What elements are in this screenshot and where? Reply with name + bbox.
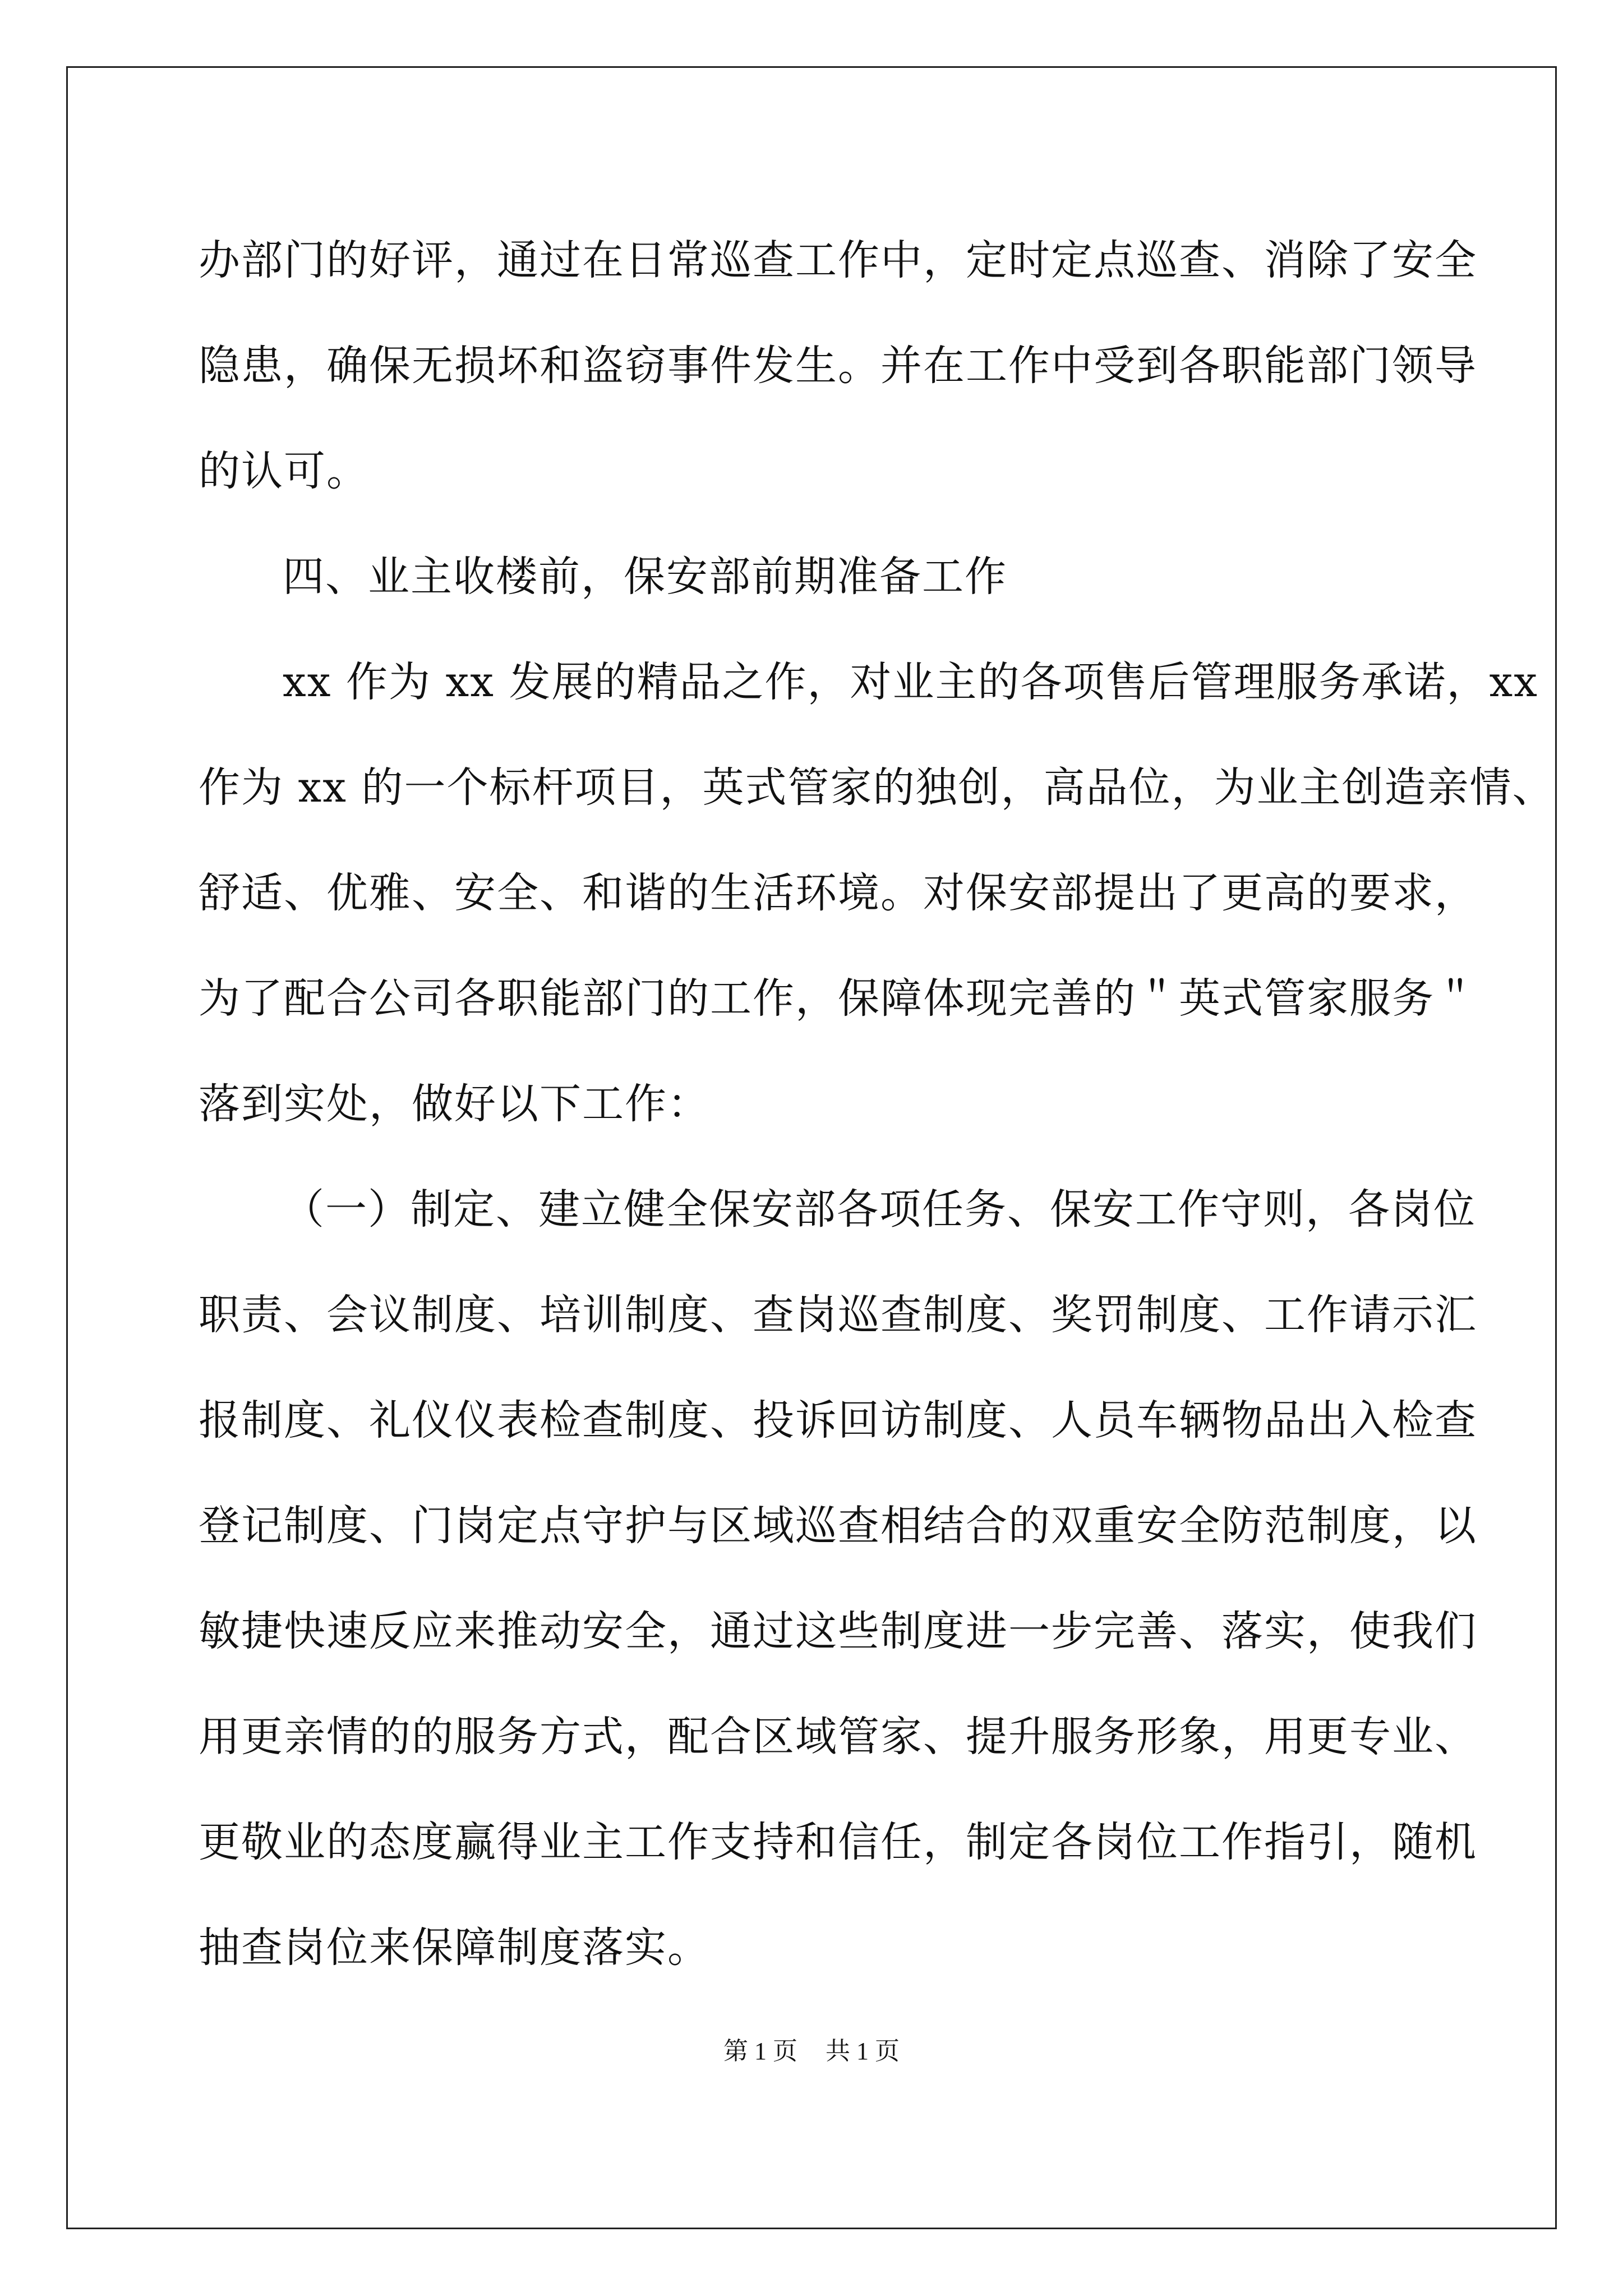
page-footer <box>0 2031 1623 2067</box>
text-line: （一）制定、建立健全保安部各项任务、保安工作守则，各岗位 <box>283 1185 1476 1234</box>
text-line: 的认可。 <box>199 447 369 495</box>
text-line: 舒适、优雅、安全、和谐的生活环境。对保安部提出了更高的要求， <box>199 869 1477 917</box>
text-line: 敏捷快速反应来推动安全，通过这些制度进一步完善、落实，使我们 <box>199 1607 1477 1655</box>
page-number: 第 1 页 <box>723 2037 797 2065</box>
text-line: 隐患，确保无损坏和盗窃事件发生。并在工作中受到各职能部门领导 <box>199 342 1477 390</box>
text-line: 办部门的好评，通过在日常巡查工作中，定时定点巡查、消除了安全 <box>199 236 1477 284</box>
page-total: 共 1 页 <box>826 2037 900 2065</box>
document-body <box>199 208 1555 2000</box>
text-line: 用更亲情的的服务方式，配合区域管家、提升服务形象，用更专业、 <box>199 1713 1477 1761</box>
text-line: 报制度、礼仪仪表检查制度、投诉回访制度、人员车辆物品出入检查 <box>199 1396 1477 1444</box>
text-line: 落到实处，做好以下工作： <box>199 1080 710 1128</box>
text-line: 登记制度、门岗定点守护与区域巡查相结合的双重安全防范制度，以 <box>199 1502 1477 1550</box>
text-line: 职责、会议制度、培训制度、查岗巡查制度、奖罚制度、工作请示汇 <box>199 1291 1477 1339</box>
text-line: 作为 xx 的一个标杆项目，英式管家的独创，高品位，为业主创造亲情、 <box>199 763 1555 812</box>
text-line: xx 作为 xx 发展的精品之作，对业主的各项售后管理服务承诺，xx <box>283 658 1538 706</box>
text-line: 抽查岗位来保障制度落实。 <box>199 1924 710 1972</box>
section-heading: 四、业主收楼前，保安部前期准备工作 <box>283 553 1007 601</box>
text-line: 为了配合公司各职能部门的工作，保障体现完善的＂英式管家服务＂ <box>199 974 1477 1023</box>
text-line: 更敬业的态度赢得业主工作支持和信任，制定各岗位工作指引，随机 <box>199 1818 1477 1866</box>
